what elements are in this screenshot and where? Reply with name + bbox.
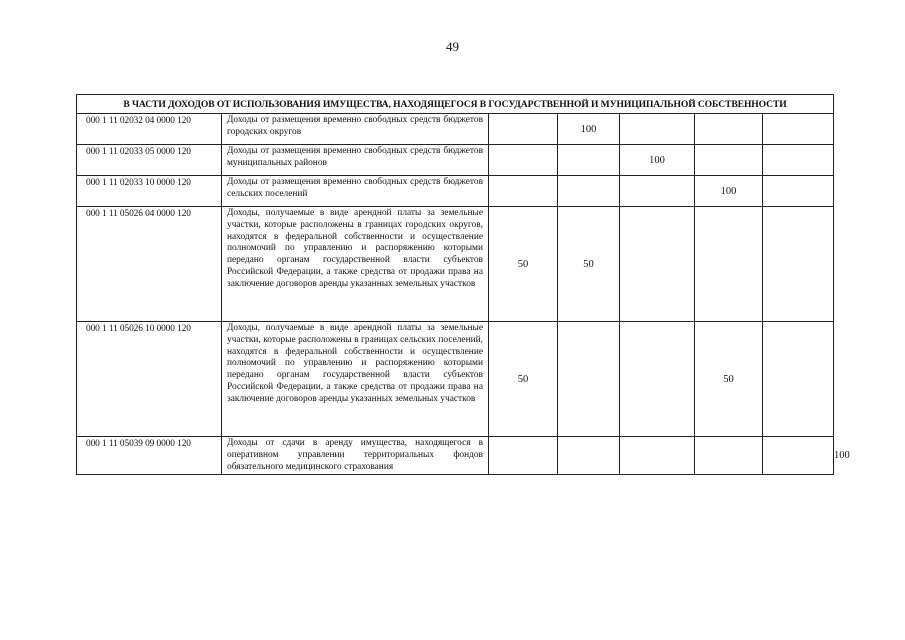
value-cell <box>489 437 558 475</box>
value-cell <box>695 145 763 176</box>
budget-code-cell: 000 1 11 02033 05 0000 120 <box>77 145 222 176</box>
value-cell: 50 <box>489 207 558 322</box>
value-cell <box>763 114 834 145</box>
budget-code-cell: 000 1 11 05026 04 0000 120 <box>77 207 222 322</box>
revenue-table <box>76 94 850 475</box>
value-cell <box>695 114 763 145</box>
value-cell <box>620 437 695 475</box>
revenue-name-cell: Доходы от размещения временно свободных средств бюджетов сельских поселений <box>222 176 489 207</box>
value-cell <box>763 145 834 176</box>
section-title: В ЧАСТИ ДОХОДОВ ОТ ИСПОЛЬЗОВАНИЯ ИМУЩЕСТВА, НАХОДЯЩЕГОСЯ В ГОСУДАРСТВЕННОЙ И МУНИЦИПАЛЬНОЙ СОБСТВЕННОСТИ <box>77 95 834 114</box>
value-cell: 100 <box>620 145 695 176</box>
value-cell <box>558 437 620 475</box>
value-cell <box>558 322 620 437</box>
value-cell <box>620 114 695 145</box>
value-cell <box>695 437 763 475</box>
table-row <box>77 176 834 207</box>
value-cell <box>695 207 763 322</box>
revenue-name-cell: Доходы от размещения временно свободных средств бюджетов городских округов <box>222 114 489 145</box>
value-cell <box>558 176 620 207</box>
value-cell: 50 <box>695 322 763 437</box>
section-header-row <box>77 95 834 114</box>
value-cell <box>558 145 620 176</box>
budget-code-cell: 000 1 11 05039 09 0000 120 <box>77 437 222 475</box>
value-cell <box>763 322 834 437</box>
value-cell <box>489 145 558 176</box>
value-cell <box>620 207 695 322</box>
value-cell <box>489 114 558 145</box>
value-cell <box>763 437 834 475</box>
table-row <box>77 207 834 322</box>
table-row <box>77 145 834 176</box>
value-cell <box>489 176 558 207</box>
revenue-name-cell: Доходы от размещения временно свободных средств бюджетов муниципальных районов <box>222 145 489 176</box>
revenue-name-cell: Доходы от сдачи в аренду имущества, находящегося в оперативном управлении территориальных фондов обязательного медицинского страхования <box>222 437 489 475</box>
value-cell <box>620 176 695 207</box>
value-cell <box>763 176 834 207</box>
value-cell: 100 <box>558 114 620 145</box>
budget-code-cell: 000 1 11 02032 04 0000 120 <box>77 114 222 145</box>
budget-code-cell: 000 1 11 05026 10 0000 120 <box>77 322 222 437</box>
value-cell: 50 <box>489 322 558 437</box>
table-row <box>77 114 834 145</box>
value-cell <box>763 207 834 322</box>
table-row <box>77 322 834 437</box>
budget-code-cell: 000 1 11 02033 10 0000 120 <box>77 176 222 207</box>
revenue-name-cell: Доходы, получаемые в виде арендной платы за земельные участки, которые расположены в границах городских округов, находятся в федеральной собственности и осуществление полномочий по управлению и распоряжению которыми передано органам государственной власти субъектов Российской Федерации, а также средства от продажи права на заключение договоров аренды указанных земельных участков <box>222 207 489 322</box>
table-row: 000 1 11 05039 09 0000 120 Доходы от сдачи в аренду имущества, находящегося в оперативном управлении территориальных фондов обязательного медицинского страхования 100 <box>77 437 834 475</box>
revenue-name-cell: Доходы, получаемые в виде арендной платы за земельные участки, которые расположены в границах сельских поселений, находятся в федеральной собственности и осуществление полномочий по управлению и распоряжению которыми передано органам государственной власти субъектов Российской Федерации, а также средства от продажи права на заключение договоров аренды указанных земельных участков <box>222 322 489 437</box>
value-cell: 50 <box>558 207 620 322</box>
value-cell <box>620 322 695 437</box>
value-cell: 100 <box>695 176 763 207</box>
page-number: 49 <box>446 39 459 54</box>
